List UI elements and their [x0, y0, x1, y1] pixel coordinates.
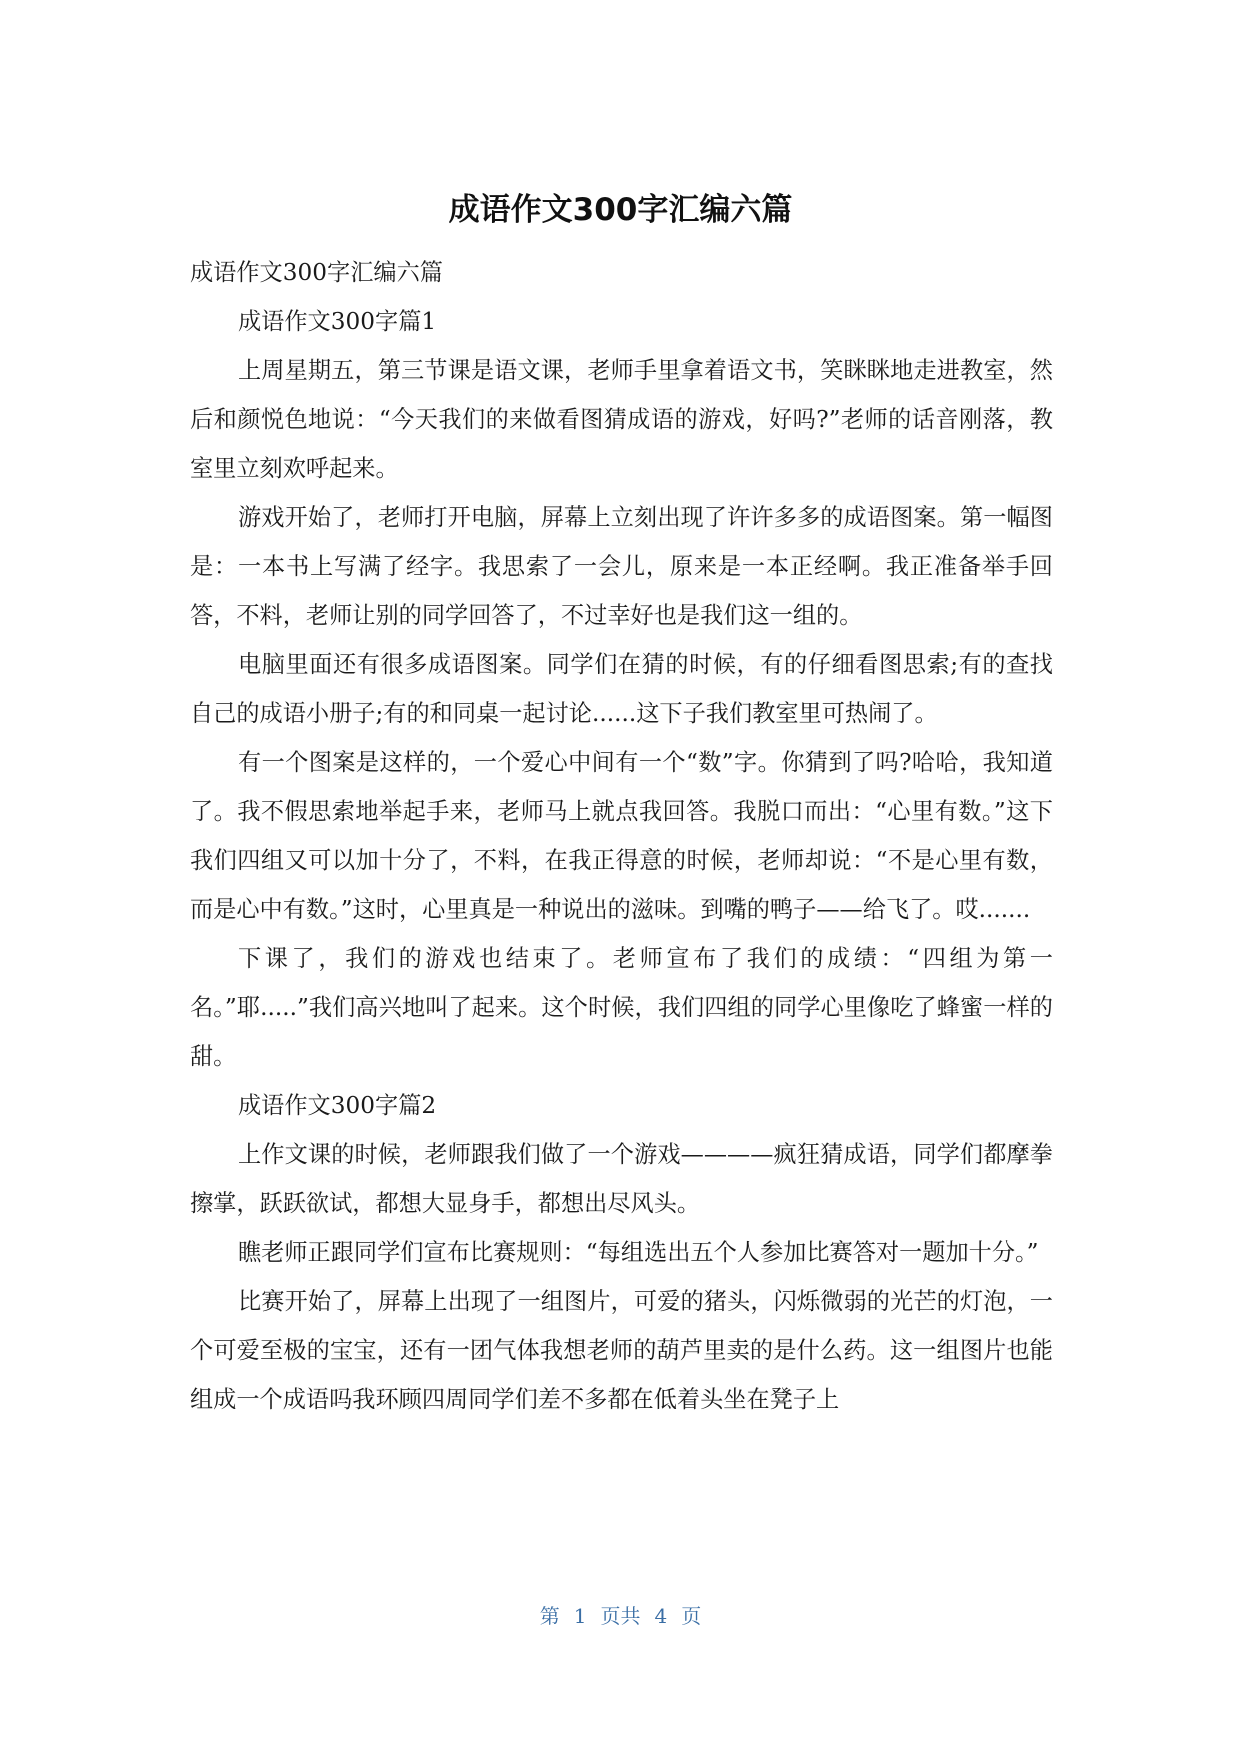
footer-prefix: 第 [539, 1604, 560, 1628]
page-footer [0, 1602, 1241, 1630]
body-paragraph: 上作文课的时候，老师跟我们做了一个游戏————疯狂猜成语，同学们都摩拳擦掌，跃跃欲试，都想大显身手，都想出尽风头。 [190, 1141, 1053, 1217]
document-body [190, 248, 1053, 1424]
body-paragraph: 电脑里面还有很多成语图案。同学们在猜的时候，有的仔细看图思索;有的查找自己的成语小册子;有的和同桌一起讨论......这下子我们教室里可热闹了。 [190, 651, 1053, 727]
essay-2-heading: 成语作文300字篇2 [238, 1092, 437, 1119]
footer-total-pages: 4 [654, 1604, 668, 1628]
body-paragraph: 上周星期五，第三节课是语文课，老师手里拿着语文书，笑眯眯地走进教室，然后和颜悦色地说：“今天我们的来做看图猜成语的游戏，好吗?”老师的话音刚落，教室里立刻欢呼起来。 [190, 357, 1053, 482]
footer-suffix: 页 [681, 1604, 702, 1628]
body-paragraph: 比赛开始了，屏幕上出现了一组图片，可爱的猪头，闪烁微弱的光芒的灯泡，一个可爱至极的宝宝，还有一团气体我想老师的葫芦里卖的是什么药。这一组图片也能组成一个成语吗我环顾四周同学们差不多都在低着头坐在凳子上 [190, 1288, 1053, 1413]
body-paragraph: 下课了，我们的游戏也结束了。老师宣布了我们的成绩：“四组为第一名。”耶.....”我们高兴地叫了起来。这个时候，我们四组的同学心里像吃了蜂蜜一样的甜。 [190, 945, 1053, 1070]
body-paragraph: 瞧老师正跟同学们宣布比赛规则：“每组选出五个人参加比赛答对一题加十分。” [238, 1239, 1039, 1266]
document-title: 成语作文300字汇编六篇 [448, 192, 793, 228]
footer-middle: 页共 [600, 1604, 641, 1628]
body-paragraph: 有一个图案是这样的，一个爱心中间有一个“数”字。你猜到了吗?哈哈，我知道了。我不假思索地举起手来，老师马上就点我回答。我脱口而出：“心里有数。”这下我们四组又可以加十分了，不料，在我正得意的时候，老师却说：“不是心里有数，而是心中有数。”这时，心里真是一种说出的滋味。到嘴的鸭子——给飞了。哎....... [190, 749, 1053, 923]
subtitle-paragraph: 成语作文300字汇编六篇 [190, 259, 443, 286]
body-paragraph: 游戏开始了，老师打开电脑，屏幕上立刻出现了许许多多的成语图案。第一幅图是：一本书上写满了经字。我思索了一会儿，原来是一本正经啊。我正准备举手回答，不料，老师让别的同学回答了，不过幸好也是我们这一组的。 [190, 504, 1053, 629]
essay-1-heading: 成语作文300字篇1 [238, 308, 437, 335]
footer-page-number: 1 [573, 1604, 587, 1628]
